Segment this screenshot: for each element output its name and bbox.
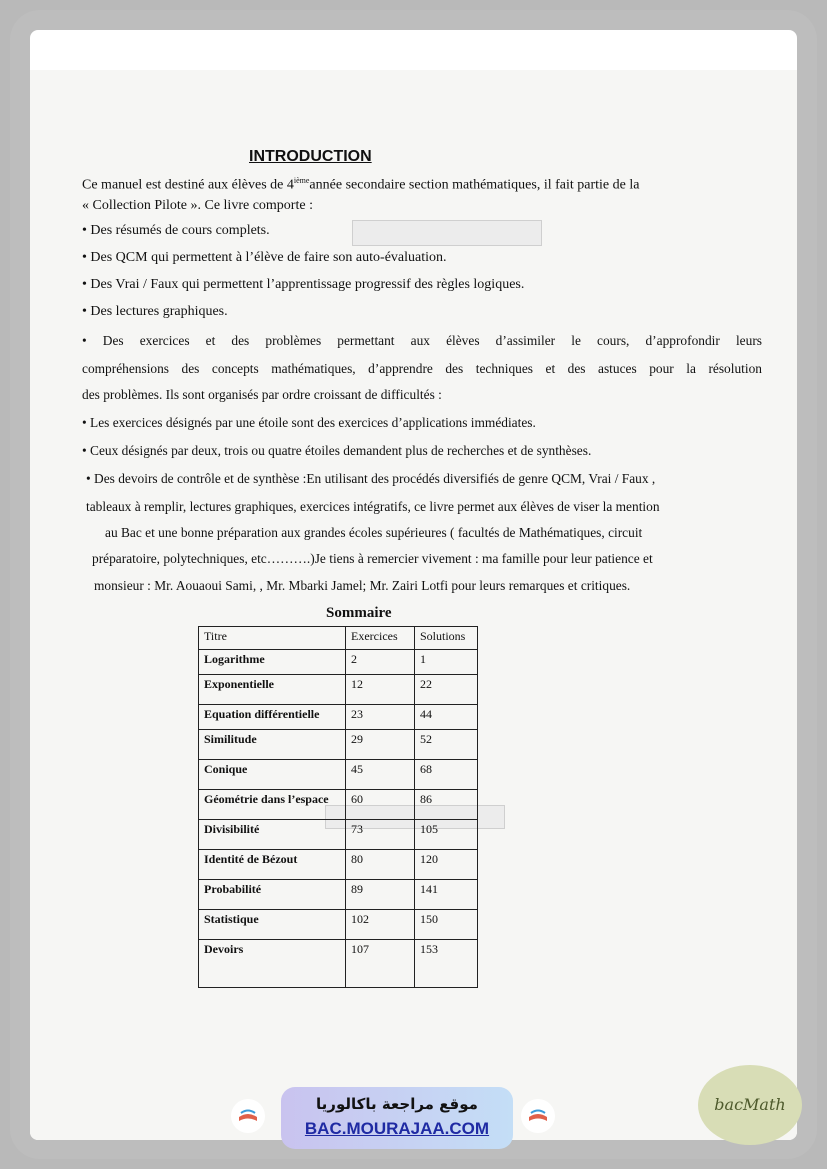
intro-line-text: Ce manuel est destiné aux élèves de 4 [82, 177, 294, 193]
book-logo-icon [521, 1099, 555, 1133]
chapter-title-cell: Divisibilité [199, 820, 346, 850]
paragraph-line: compréhensions des concepts mathématiques, d’apprendre des techniques et des astuces pour la résolution [82, 361, 762, 376]
solutions-page-cell: 1 [415, 650, 478, 675]
exercices-page-cell: 60 [346, 790, 415, 820]
chapter-title-cell: Exponentielle [199, 675, 346, 705]
solutions-page-cell: 86 [415, 790, 478, 820]
table-row [199, 910, 478, 940]
exercices-page-cell: 107 [346, 940, 415, 988]
intro-line [82, 172, 762, 195]
banner-url-link[interactable]: BAC.MOURAJAA.COM [304, 1119, 490, 1138]
intro-line-text: année secondaire section mathématiques, il fait partie de la [309, 177, 640, 193]
bacmath-logo [698, 1065, 802, 1145]
bullet-item: • Des résumés de cours complets. [82, 223, 270, 238]
column-header: Titre [199, 627, 346, 650]
site-banner[interactable] [281, 1087, 513, 1149]
sommaire-title: Sommaire [326, 605, 392, 621]
sommaire-table [198, 626, 478, 988]
table-header-row [199, 627, 478, 650]
table-row [199, 940, 478, 988]
paragraph-line: des problèmes. Ils sont organisés par ordre croissant de difficultés : [82, 387, 442, 402]
exercices-page-cell: 45 [346, 760, 415, 790]
page-title: INTRODUCTION [249, 148, 372, 165]
sommaire-body [199, 650, 478, 988]
document-page [30, 30, 797, 1140]
chapter-title-cell: Similitude [199, 730, 346, 760]
solutions-page-cell: 150 [415, 910, 478, 940]
chapter-title-cell: Identité de Bézout [199, 850, 346, 880]
bullet-item: • Des Vrai / Faux qui permettent l’apprentissage progressif des règles logiques. [82, 277, 525, 292]
chapter-title-cell: Conique [199, 760, 346, 790]
chapter-title-cell: Equation différentielle [199, 705, 346, 730]
solutions-page-cell: 44 [415, 705, 478, 730]
table-row [199, 760, 478, 790]
intro-line: « Collection Pilote ». Ce livre comporte : [82, 198, 313, 213]
paragraph-line: préparatoire, polytechniques, etc……….)Je tiens à remercier vivement : ma famille pour leur patience et [92, 551, 653, 566]
book-logo-icon [231, 1099, 265, 1133]
exercices-page-cell: 102 [346, 910, 415, 940]
table-row [199, 730, 478, 760]
solutions-page-cell: 120 [415, 850, 478, 880]
paragraph-line: au Bac et une bonne préparation aux grandes écoles supérieures ( facultés de Mathématiques, circuit [105, 525, 643, 540]
exercices-page-cell: 23 [346, 705, 415, 730]
bullet-item: • Ceux désignés par deux, trois ou quatre étoiles demandent plus de recherches et de synthèses. [82, 443, 592, 458]
exercices-page-cell: 2 [346, 650, 415, 675]
solutions-page-cell: 22 [415, 675, 478, 705]
table-row [199, 850, 478, 880]
bacmath-logo-text: bacMath [714, 1095, 786, 1114]
banner-arabic-title: موقع مراجعة باكالوريا [316, 1095, 478, 1113]
table-row [199, 820, 478, 850]
bullet-item: • Des lectures graphiques. [82, 304, 228, 319]
ordinal-superscript: ième [293, 176, 310, 185]
bullet-item: • Des devoirs de contrôle et de synthèse :En utilisant des procédés diversifiés de genre QCM, Vrai / Faux , [86, 471, 656, 486]
chapter-title-cell: Statistique [199, 910, 346, 940]
exercices-page-cell: 29 [346, 730, 415, 760]
bullet-item: • Des exercices et des problèmes permettant aux élèves d’assimiler le cours, d’approfondir leurs [82, 333, 762, 348]
chapter-title-cell: Probabilité [199, 880, 346, 910]
table-row [199, 705, 478, 730]
exercices-page-cell: 73 [346, 820, 415, 850]
bullet-item: • Des QCM qui permettent à l’élève de faire son auto-évaluation. [82, 250, 447, 265]
chapter-title-cell: Géométrie dans l’espace [199, 790, 346, 820]
chapter-title-cell: Devoirs [199, 940, 346, 988]
column-header: Exercices [346, 627, 415, 650]
table-row [199, 880, 478, 910]
table-row [199, 650, 478, 675]
exercices-page-cell: 89 [346, 880, 415, 910]
bullet-item: • Les exercices désignés par une étoile sont des exercices d’applications immédiates. [82, 415, 536, 430]
solutions-page-cell: 153 [415, 940, 478, 988]
solutions-page-cell: 68 [415, 760, 478, 790]
table-row [199, 675, 478, 705]
paragraph-line: tableaux à remplir, lectures graphiques, exercices intégratifs, ce livre permet aux élèves de viser la mention [86, 499, 660, 514]
chapter-title-cell: Logarithme [199, 650, 346, 675]
solutions-page-cell: 105 [415, 820, 478, 850]
column-header: Solutions [415, 627, 478, 650]
solutions-page-cell: 52 [415, 730, 478, 760]
solutions-page-cell: 141 [415, 880, 478, 910]
paragraph-line: monsieur : Mr. Aouaoui Sami, , Mr. Mbarki Jamel; Mr. Zairi Lotfi pour leurs remarques et critiques. [94, 578, 631, 593]
exercices-page-cell: 80 [346, 850, 415, 880]
exercices-page-cell: 12 [346, 675, 415, 705]
table-row [199, 790, 478, 820]
